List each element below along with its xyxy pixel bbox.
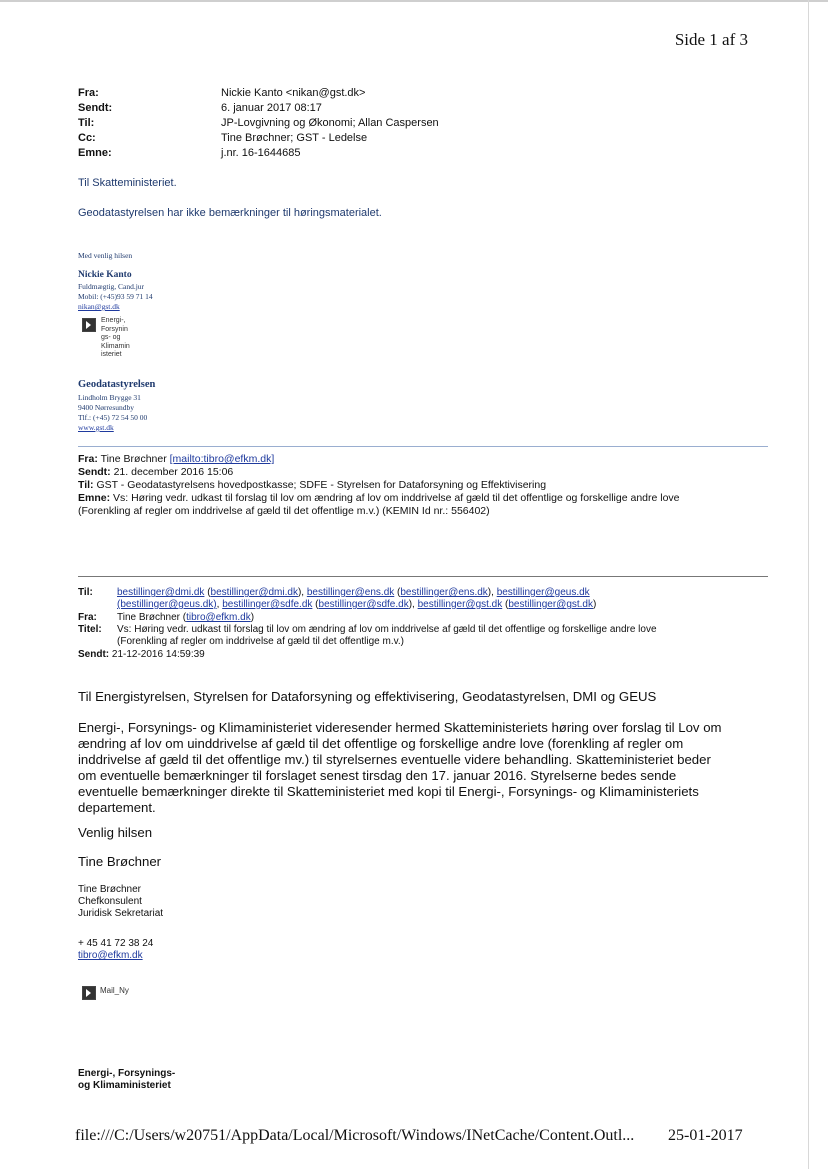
logo-alt-line: Forsynin xyxy=(101,325,128,333)
sig-email-link[interactable]: nikan@gst.dk xyxy=(78,302,120,311)
org-name-line-1: Energi-, Forsynings- xyxy=(78,1068,176,1079)
paragraph-line: eventuelle bemærkninger direkte til Skatteministeriet med kopi til Energi-, Forsynings- og Klimaministeriets xyxy=(78,784,699,799)
email-link[interactable]: bestillinger@dmi.dk xyxy=(117,587,205,598)
fwd-sent-value: 21. december 2016 15:06 xyxy=(113,466,234,478)
logo-alt-text xyxy=(101,317,130,360)
sig-web-link[interactable]: www.gst.dk xyxy=(78,423,114,432)
text: ), xyxy=(408,599,418,610)
footer-path: file:///C:/Users/w20751/AppData/Local/Microsoft/Windows/INetCache/Content.Outl... xyxy=(75,1127,635,1144)
sig-addr1: Lindholm Brygge 31 xyxy=(78,393,141,402)
text: ( xyxy=(312,599,319,610)
broken-image-icon xyxy=(82,986,96,1000)
paragraph-line: ændring af lov om uinddrivelse af gæld til det offentlige og forskellige andre love (forenkling af regler om xyxy=(78,736,684,751)
email-link[interactable]: bestillinger@geus.dk xyxy=(496,587,590,598)
fwd-to-line xyxy=(78,479,546,491)
logo-alt-line: Energi-, xyxy=(101,317,126,324)
mail-image-label: Mail_Ny xyxy=(100,986,129,995)
page-number: Side 1 af 3 xyxy=(674,30,748,49)
cc-label: Cc: xyxy=(78,132,96,144)
sig-greeting: Med venlig hilsen xyxy=(78,251,133,260)
logo-alt-line: isteriet xyxy=(101,351,122,358)
footer-date: 25-01-2017 xyxy=(668,1127,743,1144)
to-value: JP-Lovgivning og Økonomi; Allan Caspersen xyxy=(221,117,439,129)
letter-signer: Tine Brøchner xyxy=(78,854,162,869)
paragraph-line: departement. xyxy=(78,800,156,815)
fwd-sent-label: Sendt: xyxy=(78,466,111,478)
email-link[interactable]: bestillinger@dmi.dk xyxy=(210,587,298,598)
paragraph-line: om eventuelle bemærkninger til forslaget senest tirsdag den 17. januar 2016. Styrelserne bedes sende xyxy=(78,768,677,783)
paragraph-line: Energi-, Forsynings- og Klimaministeriet videresender hermed Skatteministeriets høring over forslag til Lov om xyxy=(78,720,722,735)
orig-from-label: Fra: xyxy=(78,612,97,623)
to-label: Til: xyxy=(78,117,95,129)
subject-label: Emne: xyxy=(78,147,112,159)
sig2-phone: + 45 41 72 38 24 xyxy=(78,938,154,949)
sig-title: Fuldmægtig, Cand.jur xyxy=(78,282,145,291)
text: ), xyxy=(487,587,497,598)
fwd-subject-label: Emne: xyxy=(78,492,111,504)
separator-2 xyxy=(78,576,768,577)
orig-to-line-1 xyxy=(117,587,590,598)
orig-from-value xyxy=(117,612,254,623)
fwd-subject-value: Vs: Høring vedr. udkast til forslag til lov om ændring af lov om inddrivelse af gæld til det offentlige og forskellige andre love xyxy=(113,492,680,504)
letter-salutation: Til Energistyrelsen, Styrelsen for Dataforsyning og effektivisering, Geodatastyrelsen, DMI og GEUS xyxy=(78,689,657,704)
fwd-from-name: Tine Brøchner xyxy=(100,453,170,465)
letter-closing: Venlig hilsen xyxy=(78,825,153,840)
logo-alt-line: Klimamin xyxy=(101,342,130,350)
text: ), xyxy=(297,587,307,598)
orig-sent-value: 21-12-2016 14:59:39 xyxy=(111,649,205,660)
email-link[interactable]: bestillinger@sdfe.dk xyxy=(318,599,409,610)
text: ( xyxy=(502,599,509,610)
text: Tine Brøchner ( xyxy=(117,612,187,623)
from-value: Nickie Kanto <nikan@gst.dk> xyxy=(221,87,366,99)
sig2-email-link[interactable]: tibro@efkm.dk xyxy=(78,950,143,961)
sent-label: Sendt: xyxy=(78,102,113,114)
text: ( xyxy=(394,587,401,598)
org-name-line-2: og Klimaministeriet xyxy=(78,1080,171,1091)
orig-to-line-2 xyxy=(117,599,596,610)
separator xyxy=(78,446,768,447)
email-link[interactable]: (bestillinger@geus.dk) xyxy=(117,599,217,610)
sig-addr2: 9400 Nørresundby xyxy=(78,403,135,412)
from-label: Fra: xyxy=(78,87,99,99)
fwd-subject-line-2: (Forenkling af regler om inddrivelse af gæld til det offentlige m.v.) (KEMIN Id nr.: 556402) xyxy=(78,505,490,517)
email-link[interactable]: bestillinger@ens.dk xyxy=(306,587,395,598)
orig-title-line-1: Vs: Høring vedr. udkast til forslag til lov om ændring af lov om inddrivelse af gæld til det offentlige og forskellige andre love xyxy=(117,624,657,635)
email-link[interactable]: bestillinger@gst.dk xyxy=(417,599,503,610)
right-border xyxy=(808,0,809,1169)
cc-value: Tine Brøchner; GST - Ledelse xyxy=(221,132,368,144)
email-link[interactable]: bestillinger@sdfe.dk xyxy=(222,599,313,610)
paragraph-line: inddrivelse af gæld til det offentlige mv.) til styrelsernes eventuelle videre behandling. Skatteministeriet beder xyxy=(78,752,711,767)
logo-alt-line: gs- og xyxy=(101,334,121,341)
orig-sent-line xyxy=(78,649,205,660)
fwd-from-line xyxy=(78,453,274,465)
broken-image-icon xyxy=(82,318,96,332)
letter-paragraph xyxy=(78,720,758,816)
subject-value: j.nr. 16-1644685 xyxy=(221,147,301,159)
sig2-dept: Juridisk Sekretariat xyxy=(78,908,164,919)
sig-mobile: Mobil: (+45)93 59 71 14 xyxy=(78,292,153,301)
orig-title-line-2: (Forenkling af regler om inddrivelse af gæld til det offentlige m.v.) xyxy=(117,636,404,647)
fwd-to-value: GST - Geodatastyrelsens hovedpostkasse; SDFE - Styrelsen for Dataforsyning og Effektivisering xyxy=(96,479,547,491)
text: , xyxy=(216,599,223,610)
email-link[interactable]: bestillinger@gst.dk xyxy=(508,599,593,610)
fwd-sent-line xyxy=(78,466,233,478)
text: ) xyxy=(593,599,597,610)
sig-phone: Tlf.: (+45) 72 54 50 00 xyxy=(78,413,148,422)
fwd-from-link[interactable]: [mailto:tibro@efkm.dk] xyxy=(169,453,275,465)
sig-org: Geodatastyrelsen xyxy=(78,379,156,390)
body-line-2: Geodatastyrelsen har ikke bemærkninger til høringsmaterialet. xyxy=(78,207,382,219)
orig-sent-label: Sendt: xyxy=(78,649,110,660)
top-border xyxy=(0,0,828,2)
text: ( xyxy=(204,587,211,598)
fwd-subject-line xyxy=(78,492,680,504)
body-line-1: Til Skatteministeriet. xyxy=(78,177,177,189)
sig2-name: Tine Brøchner xyxy=(78,884,141,895)
text: ) xyxy=(250,612,255,623)
sent-value: 6. januar 2017 08:17 xyxy=(221,102,322,114)
orig-to-label: Til: xyxy=(78,587,93,598)
orig-title-label: Titel: xyxy=(78,624,102,635)
fwd-to-label: Til: xyxy=(78,479,94,491)
email-link[interactable]: bestillinger@ens.dk xyxy=(400,587,488,598)
email-link[interactable]: tibro@efkm.dk xyxy=(186,612,251,623)
fwd-from-label: Fra: xyxy=(78,453,98,465)
sig-name: Nickie Kanto xyxy=(78,270,132,280)
sig2-title: Chefkonsulent xyxy=(78,896,142,907)
